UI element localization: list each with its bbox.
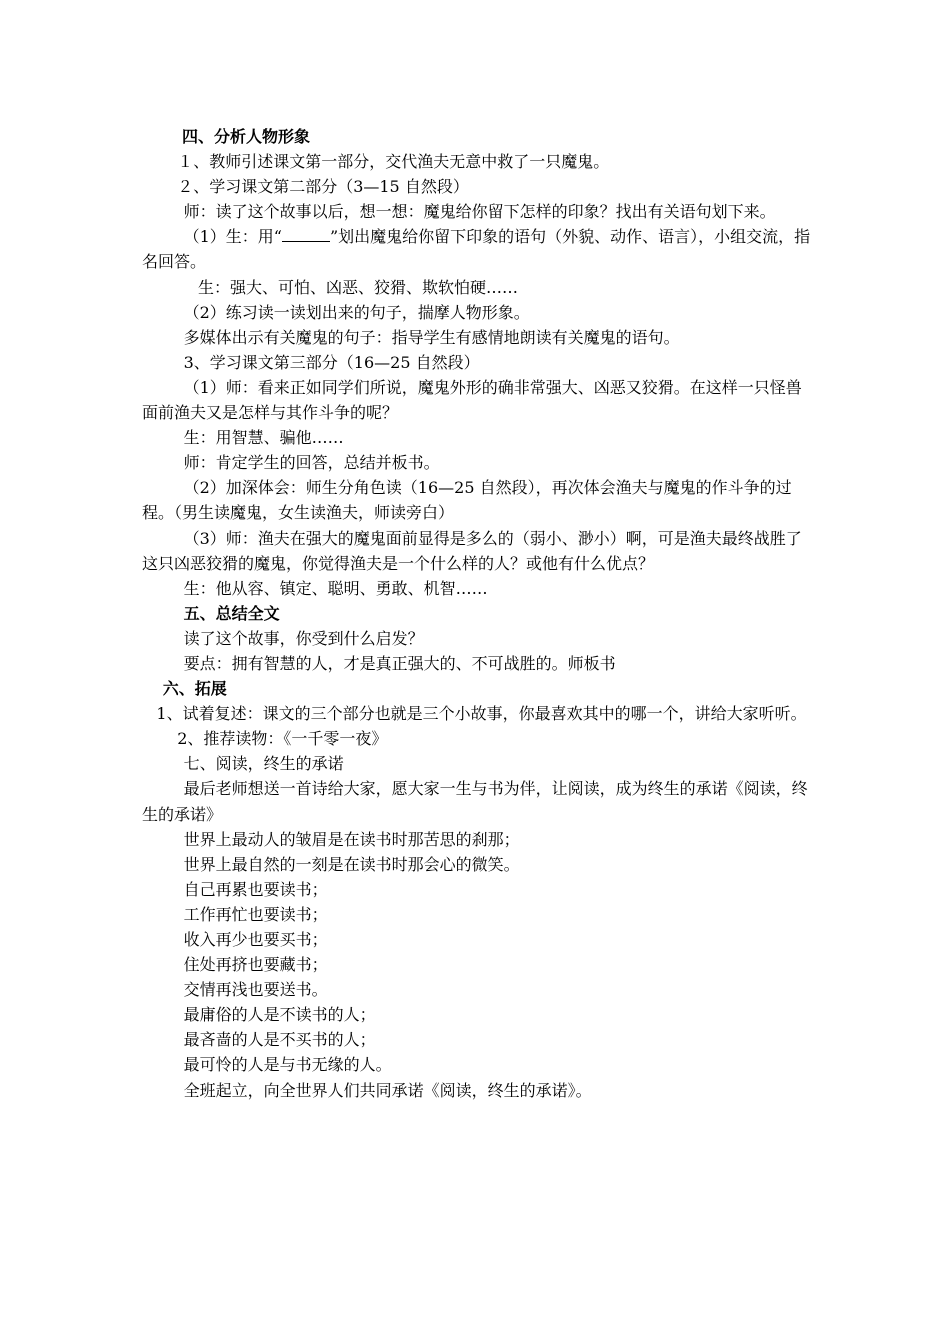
poem-line: 交情再浅也要送书。: [183, 980, 328, 1000]
poem-line: 最庸俗的人是不读书的人；: [183, 1005, 376, 1025]
paragraph: 生：他从容、镇定、聪明、勇敢、机智……: [183, 578, 488, 598]
paragraph: 最后老师想送一首诗给大家，愿大家一生与书为伴，让阅读，成为终生的承诺《阅读，终生的承诺》: [142, 779, 808, 824]
paragraph-part: ”划出魔鬼给你留下印象的语句（外貌、动作、语言），小组交流，指名回答。: [142, 227, 811, 272]
paragraph: （2）练习读一读划出来的句子，揣摩人物形象。: [183, 302, 530, 322]
paragraph: 1、试着复述：课文的三个部分也就是三个小故事，你最喜欢其中的哪一个，讲给大家听听。: [156, 704, 807, 724]
document-body: [142, 124, 812, 1103]
poem-line: 自己再累也要读书；: [183, 879, 328, 899]
poem-line: 世界上最自然的一刻是在读书时那会心的微笑。: [183, 854, 520, 874]
paragraph: 生：强大、可怕、凶恶、狡猾、欺软怕硬……: [198, 277, 519, 297]
paragraph: １、教师引述课文第一部分，交代渔夫无意中救了一只魔鬼。: [177, 152, 610, 172]
underline-blank: [282, 227, 330, 242]
poem-line: 最吝啬的人是不买书的人；: [183, 1030, 376, 1050]
paragraph-with-blank: [142, 224, 812, 274]
section-heading-6: 六、拓展: [162, 679, 227, 699]
poem-line: 最可怜的人是与书无缘的人。: [183, 1055, 392, 1075]
paragraph: 师：肯定学生的回答，总结并板书。: [183, 453, 440, 473]
poem-line: 收入再少也要买书；: [183, 930, 328, 949]
paragraph: （3）师：渔夫在强大的魔鬼面前显得是多么的（弱小、渺小）啊，可是渔夫最终战胜了这只凶恶狡猾的魔鬼，你觉得渔夫是一个什么样的人？或他有什么优点？: [142, 528, 802, 573]
paragraph: 读了这个故事，你受到什么启发？: [183, 628, 424, 648]
section-heading-4: 四、分析人物形象: [182, 127, 311, 146]
paragraph-part: （1）生：用“: [183, 227, 282, 247]
poem-line: 世界上最动人的皱眉是在读书时那苦思的刹那；: [183, 829, 520, 849]
paragraph: 师：读了这个故事以后，想一想：魔鬼给你留下怎样的印象？找出有关语句划下来。: [183, 202, 776, 222]
paragraph: （1）师：看来正如同学们所说，魔鬼外形的确非常强大、凶恶又狡猾。在这样一只怪兽面前渔夫又是怎样与其作斗争的呢？: [142, 377, 802, 423]
paragraph: 要点：拥有智慧的人，才是真正强大的、不可战胜的。师板书: [183, 653, 616, 673]
paragraph: （2）加深体会：师生分角色读（16—25 自然段），再次体会渔夫与魔鬼的作斗争的过程。（男生读魔鬼，女生读渔夫，师读旁白）: [142, 478, 792, 523]
poem-line: 工作再忙也要读书；: [183, 904, 328, 924]
paragraph: 2、推荐读物：《一千零一夜》: [177, 729, 388, 749]
paragraph: 3、学习课文第三部分（16—25 自然段）: [183, 352, 480, 372]
paragraph: ２、学习课文第二部分（3—15 自然段）: [177, 177, 469, 197]
paragraph: 全班起立，向全世界人们共同承诺《阅读，终生的承诺》。: [183, 1080, 592, 1100]
paragraph: 生：用智慧、骗他……: [183, 428, 344, 448]
paragraph: 多媒体出示有关魔鬼的句子：指导学生有感情地朗读有关魔鬼的语句。: [183, 327, 680, 347]
section-heading-5: 五、总结全文: [183, 603, 280, 623]
poem-line: 住处再挤也要藏书；: [183, 955, 328, 975]
section-heading-7: 七、阅读，终生的承诺: [183, 754, 344, 774]
